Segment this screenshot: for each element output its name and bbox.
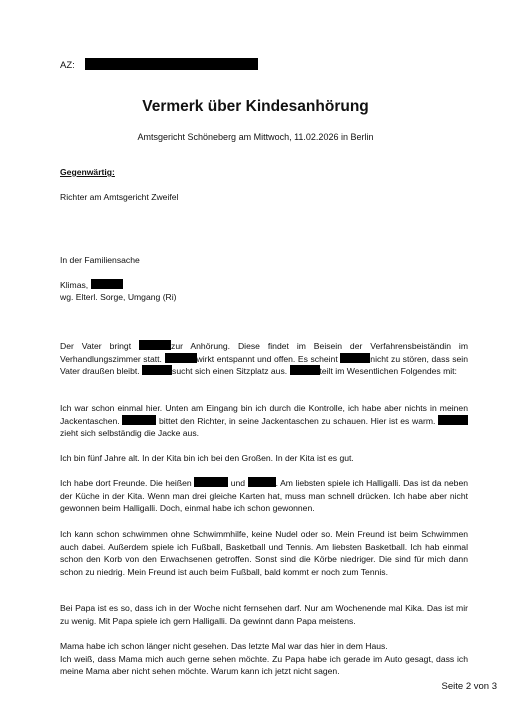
- text-fragment: sucht sich einen Sitzplatz aus.: [172, 366, 288, 376]
- text-fragment: . Am liebsten spiele ich Halligalli. Das ist da neben der Küche in der Kita. Wenn man drei gleiche Karten hat, muss man schnell drücken. Ich habe aber nicht gewonnen beim Halligalli. Doch, einmal habe ich schon gewonnen.: [60, 478, 469, 513]
- case-number-label: AZ:: [60, 60, 75, 71]
- paragraph-2: [60, 402, 468, 440]
- present-person: Richter am Amtsgericht Zweifel: [60, 191, 179, 202]
- case-name: Klimas,: [60, 279, 89, 290]
- paragraph-1: [60, 340, 468, 378]
- case-intro: In der Familiensache: [60, 255, 140, 265]
- case-section: [60, 254, 468, 304]
- text-fragment: Ich war schon einmal hier. Unten am Eingang bin ich durch die Kontrolle, ich habe aber nichts in meinen Jackentaschen.: [60, 403, 468, 426]
- case-number-line: [60, 58, 258, 72]
- document-subtitle: Amtsgericht Schöneberg am Mittwoch, 11.02.2026 in Berlin: [137, 132, 374, 142]
- case-subject: wg. Elterl. Sorge, Umgang (Ri): [60, 292, 177, 302]
- present-heading: Gegenwärtig:: [60, 167, 115, 177]
- paragraph-7-line-1: Mama habe ich schon länger nicht gesehen. Das letzte Mal war das hier in dem Haus.: [60, 641, 388, 651]
- redaction-bar: [139, 340, 171, 350]
- page-number: Seite 2 von 3: [441, 681, 497, 692]
- text-fragment: Der Vater bringt: [60, 341, 132, 351]
- case-name-line: [60, 279, 468, 292]
- text-fragment: und: [230, 478, 246, 488]
- redaction-bar: [340, 353, 370, 363]
- redaction-bar: [122, 415, 156, 425]
- redaction-bar: [194, 477, 228, 487]
- redaction-bar: [85, 58, 258, 70]
- text-fragment: nicht zu stören, dass sein Vater draußen bleibt.: [60, 353, 468, 376]
- text-fragment: zieht sich selbständig die Jacke aus.: [60, 428, 200, 438]
- document-title: Vermerk über Kindesanhörung: [142, 98, 369, 115]
- redaction-bar: [248, 477, 276, 487]
- text-fragment: zur Anhörung. Diese findet im Beisein der Verfahrensbeiständin im Verhandlungszimmer statt.: [60, 341, 468, 364]
- redaction-bar: [91, 279, 123, 289]
- paragraph-6: Bei Papa ist es so, dass ich in der Woche nicht fernsehen darf. Nur am Wochenende mal Kika. Das ist mir zu wenig. Mit Papa spiele ich gern Halligalli. Da gewinnt dann Papa meistens.: [60, 603, 468, 626]
- paragraph-7: [60, 640, 468, 678]
- paragraph-4: [60, 477, 468, 515]
- redaction-bar: [438, 415, 468, 425]
- redaction-bar: [142, 365, 172, 375]
- paragraph-7-line-2: Ich weiß, dass Mama mich auch gerne sehen möchte. Zu Papa habe ich gerade im Auto gesagt, dass ich meine Mama aber nicht sehen möchte. Warum kann ich jetzt nicht sagen.: [60, 653, 468, 676]
- present-section: [60, 166, 468, 203]
- text-fragment: Ich habe dort Freunde. Die heißen: [60, 478, 192, 488]
- text-fragment: teilt im Wesentlichen Folgendes mit:: [319, 366, 457, 376]
- redaction-bar: [165, 353, 197, 363]
- text-fragment: wirkt entspannt und offen. Es scheint: [196, 353, 338, 364]
- paragraph-5: Ich kann schon schwimmen ohne Schwimmhilfe, keine Nudel oder so. Mein Freund ist beim Schwimmen auch dabei. Außerdem spiele ich Fußball, Basketball und Tennis. Am liebsten Basketball. Ich hab einmal schon den Korb von den Erwachsenen getroffen. Sonst sind die Körbe niedriger. Die sind für mich dann schon zu niedrig. Mein Freund ist auch beim Fußball, bald kommt er noch zum Tennis.: [60, 529, 468, 577]
- redaction-bar: [290, 365, 320, 375]
- text-fragment: bittet den Richter, in seine Jackentaschen zu schauen. Hier ist es warm.: [159, 415, 436, 426]
- paragraph-3: Ich bin fünf Jahre alt. In der Kita bin ich bei den Großen. In der Kita ist es gut.: [60, 453, 354, 463]
